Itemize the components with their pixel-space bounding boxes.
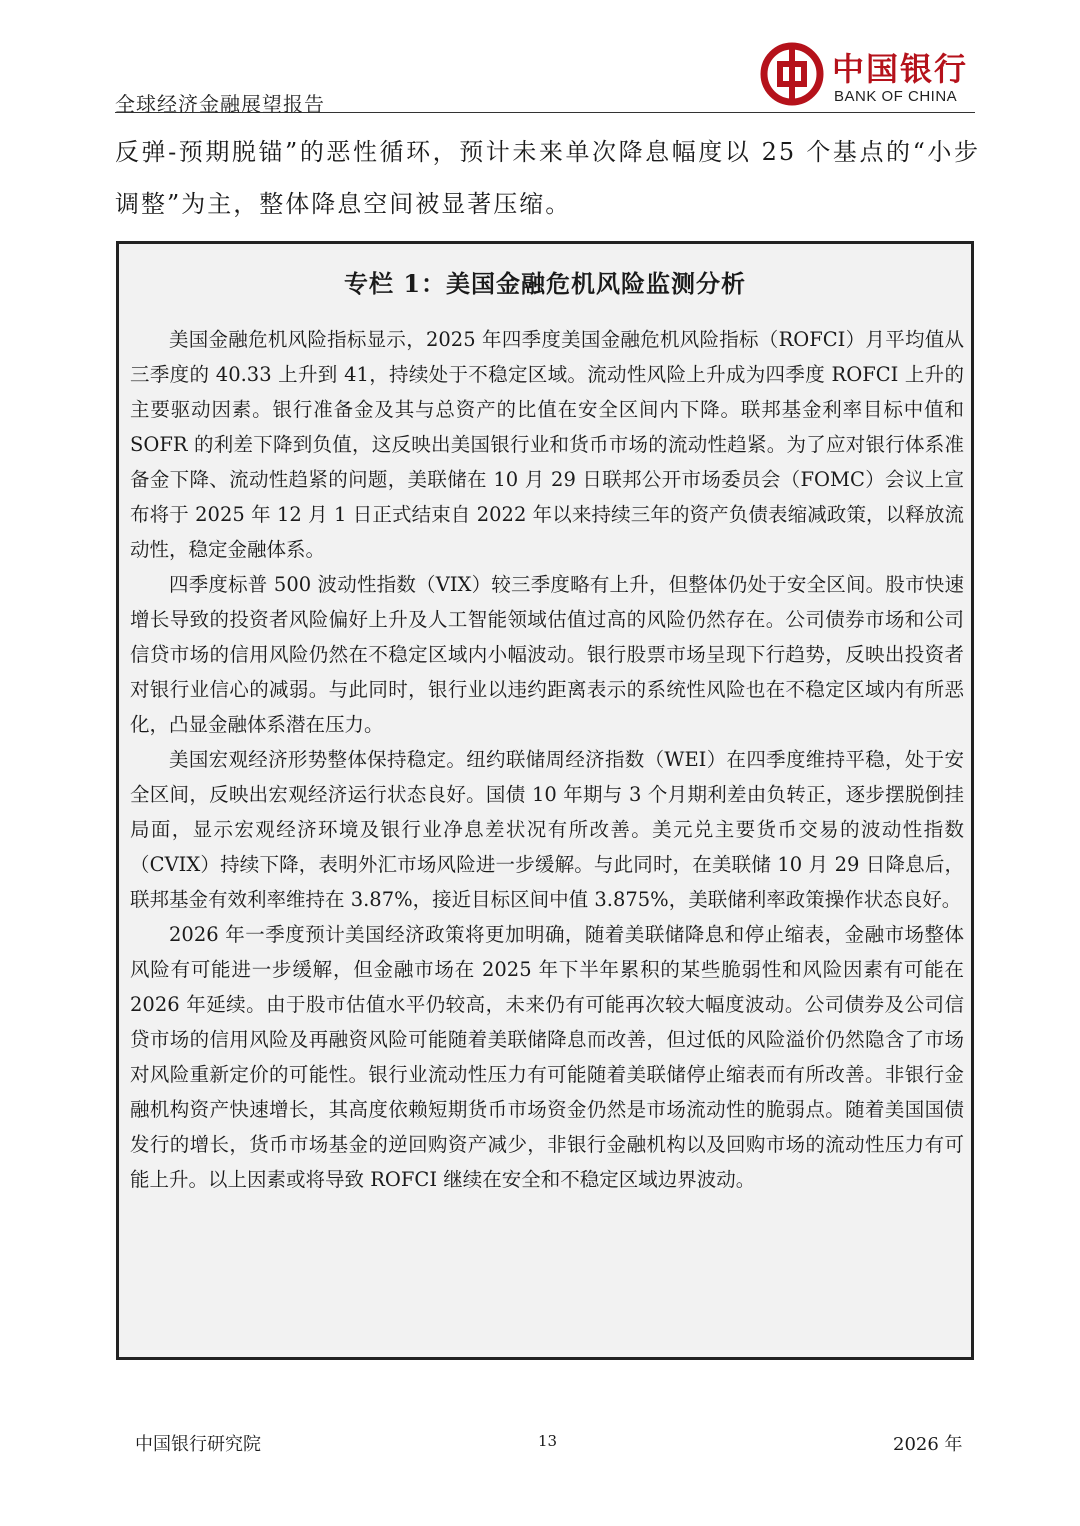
column-paragraph-4: 2026 年一季度预计美国经济政策将更加明确，随着美联储降息和停止缩表，金融市场整体风险有可能进一步缓解，但金融市场在 2025 年下半年累积的某些脆弱性和风险因素有可能在 2026 年延续。由于股市估值水平仍较高，未来仍有可能再次较大幅度波动。公司债券及公司信贷市场的信用风险及再融资风险可能随着美联储降息而改善，但过低的风险溢价仍然隐含了市场对风险重新定价的可能性。银行业流动性压力有可能随着美联储停止缩表而有所改善。非银行金融机构资产快速增长，其高度依赖短期货币市场资金仍然是市场流动性的脆弱点。随着美国国债发行的增长，货币市场基金的逆回购资产减少，非银行金融机构以及回购市场的流动性压力有可能上升。以上因素或将导致 ROFCI 继续在安全和不稳定区域边界波动。 [130, 923, 964, 1191]
intro-paragraph [115, 126, 980, 230]
column-paragraph-3: 美国宏观经济形势整体保持稳定。纽约联储周经济指数（WEI）在四季度维持平稳，处于安全区间，反映出宏观经济运行状态良好。国债 10 年期与 3 个月期利差由负转正，逐步摆脱倒挂局面，显示宏观经济环境及银行业净息差状况有所改善。美元兑主要货币交易的波动性指数（CVIX）持续下降，表明外汇市场风险进一步缓解。与此同时，在美联储 10 月 29 日降息后，联邦基金有效利率维持在 3.87%，接近目标区间中值 3.875%，美联储利率政策操作状态良好。 [130, 748, 964, 911]
column-paragraph-2: 四季度标普 500 波动性指数（VIX）较三季度略有上升，但整体仍处于安全区间。股市快速增长导致的投资者风险偏好上升及人工智能领域估值过高的风险仍然存在。公司债券市场和公司信贷市场的信用风险仍然在不稳定区域内小幅波动。银行股票市场呈现下行趋势，反映出投资者对银行业信心的减弱。与此同时，银行业以违约距离表示的系统性风险也在不稳定区域内有所恶化，凸显金融体系潜在压力。 [130, 573, 964, 736]
bank-logo [760, 42, 975, 106]
column-box [116, 241, 974, 1360]
column-paragraph-1: 美国金融危机风险指标显示，2025 年四季度美国金融危机风险指标（ROFCI）月平均值从三季度的 40.33 上升到 41，持续处于不稳定区域。流动性风险上升成为四季度 ROFCI 上升的主要驱动因素。银行准备金及其与总资产的比值在安全区间内下降。联邦基金利率目标中值和 SOFR 的利差下降到负值，这反映出美国银行业和货币市场的流动性趋紧。为了应对银行体系准备金下降、流动性趋紧的问题，美联储在 10 月 29 日联邦公开市场委员会（FOMC）会议上宣布将于 2025 年 12 月 1 日正式结束自 2022 年以来持续三年的资产负债表缩减政策，以释放流动性，稳定金融体系。 [130, 328, 964, 561]
logo-english-text: BANK OF CHINA [834, 88, 958, 105]
footer-year: 2026 年 [893, 1434, 963, 1455]
column-body [130, 322, 964, 1197]
report-title: 全球经济金融展望报告 [115, 92, 325, 116]
column-title: 专栏 1：美国金融危机风险监测分析 [343, 269, 747, 298]
footer-institute: 中国银行研究院 [135, 1434, 261, 1455]
header-divider [115, 112, 975, 113]
bank-of-china-emblem-icon [760, 42, 824, 106]
logo-chinese-text: 中国银行 [832, 50, 969, 88]
intro-text: 反弹-预期脱锚”的恶性循环，预计未来单次降息幅度以 25 个基点的“小步调整”为主，整体降息空间被显著压缩。 [115, 138, 980, 218]
page-number: 13 [538, 1432, 558, 1450]
